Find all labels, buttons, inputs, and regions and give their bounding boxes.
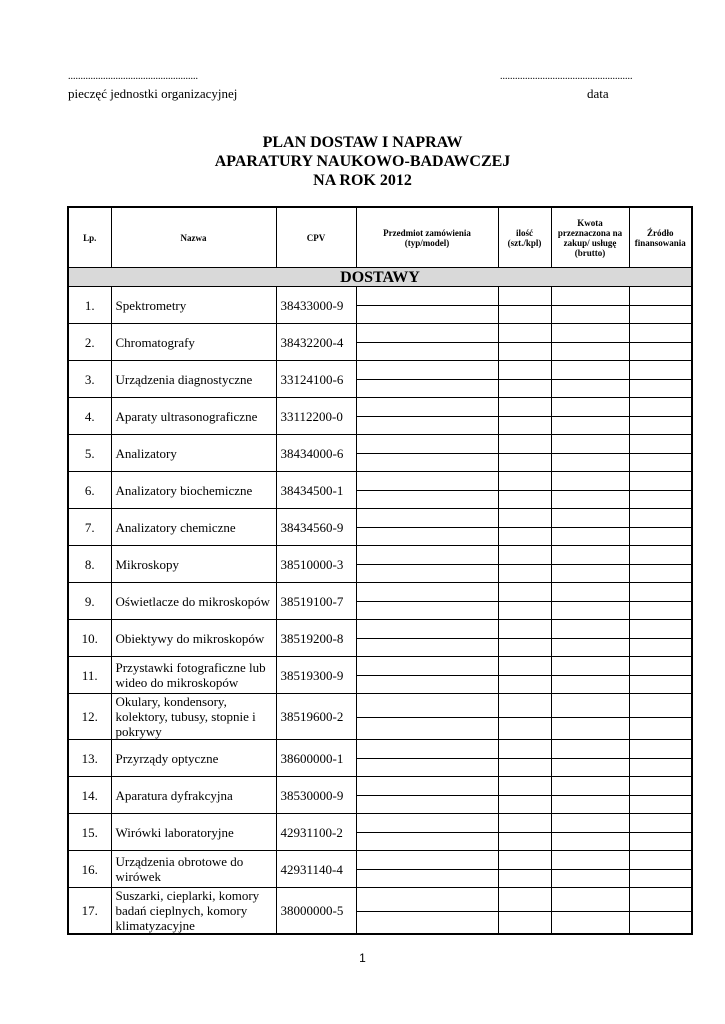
- row-divider-line: [499, 490, 551, 491]
- row-divider-line: [357, 601, 498, 602]
- row-divider-line: [630, 379, 692, 380]
- row-divider-line: [499, 869, 551, 870]
- row-zrodlo-field[interactable]: [629, 546, 692, 583]
- row-ilosc-field[interactable]: [498, 509, 551, 546]
- row-divider-line: [630, 490, 692, 491]
- row-nazwa: Analizatory biochemiczne: [111, 472, 276, 509]
- row-zrodlo-field[interactable]: [629, 657, 692, 694]
- table-row: [68, 583, 692, 620]
- row-divider-line: [499, 717, 551, 718]
- row-divider-line: [357, 638, 498, 639]
- row-przedmiot-field[interactable]: [356, 546, 498, 583]
- row-nazwa: Aparatura dyfrakcyjna: [111, 777, 276, 814]
- row-divider-line: [499, 795, 551, 796]
- section-row: [68, 268, 692, 287]
- row-ilosc-field[interactable]: [498, 814, 551, 851]
- col-header-ilosc: ilość (szt./kpl): [498, 207, 551, 268]
- col-header-zrodlo: Źródło finansowania: [629, 207, 692, 268]
- row-zrodlo-field[interactable]: [629, 324, 692, 361]
- row-divider-line: [630, 717, 692, 718]
- row-divider-line: [552, 416, 629, 417]
- row-przedmiot-field[interactable]: [356, 472, 498, 509]
- row-divider-line: [357, 758, 498, 759]
- row-kwota-field[interactable]: [551, 583, 629, 620]
- row-nazwa: Urządzenia diagnostyczne: [111, 361, 276, 398]
- row-divider-line: [499, 453, 551, 454]
- row-divider-line: [552, 795, 629, 796]
- stamp-dotted-line: ....................................................: [68, 71, 198, 82]
- row-przedmiot-field[interactable]: [356, 694, 498, 740]
- table-row: [68, 694, 692, 740]
- row-divider-line: [499, 601, 551, 602]
- row-lp: 16.: [68, 851, 111, 888]
- row-divider-line: [630, 675, 692, 676]
- row-kwota-field[interactable]: [551, 509, 629, 546]
- row-cpv: 38434560-9: [276, 509, 356, 546]
- row-zrodlo-field[interactable]: [629, 694, 692, 740]
- row-divider-line: [357, 675, 498, 676]
- row-kwota-field[interactable]: [551, 777, 629, 814]
- row-cpv: 42931140-4: [276, 851, 356, 888]
- row-cpv: 38434500-1: [276, 472, 356, 509]
- row-divider-line: [357, 416, 498, 417]
- plan-table: [67, 206, 693, 935]
- row-przedmiot-field[interactable]: [356, 740, 498, 777]
- table-row: [68, 851, 692, 888]
- row-divider-line: [357, 564, 498, 565]
- row-cpv: 38519100-7: [276, 583, 356, 620]
- row-zrodlo-field[interactable]: [629, 888, 692, 935]
- row-ilosc-field[interactable]: [498, 851, 551, 888]
- row-ilosc-field[interactable]: [498, 657, 551, 694]
- table-row: [68, 287, 692, 324]
- table-row: [68, 777, 692, 814]
- row-divider-line: [552, 342, 629, 343]
- row-ilosc-field[interactable]: [498, 361, 551, 398]
- row-divider-line: [499, 564, 551, 565]
- row-divider-line: [630, 527, 692, 528]
- row-nazwa: Obiektywy do mikroskopów: [111, 620, 276, 657]
- row-kwota-field[interactable]: [551, 851, 629, 888]
- row-ilosc-field[interactable]: [498, 777, 551, 814]
- row-kwota-field[interactable]: [551, 361, 629, 398]
- row-kwota-field[interactable]: [551, 472, 629, 509]
- row-divider-line: [357, 717, 498, 718]
- row-divider-line: [552, 911, 629, 912]
- row-kwota-field[interactable]: [551, 620, 629, 657]
- row-przedmiot-field[interactable]: [356, 435, 498, 472]
- document-title-line2: APARATURY NAUKOWO-BADAWCZEJ: [214, 153, 511, 170]
- row-nazwa: Przyrządy optyczne: [111, 740, 276, 777]
- row-divider-line: [552, 675, 629, 676]
- row-kwota-field[interactable]: [551, 657, 629, 694]
- row-lp: 3.: [68, 361, 111, 398]
- row-cpv: 38434000-6: [276, 435, 356, 472]
- table-row: [68, 740, 692, 777]
- table-header-row: [68, 207, 692, 268]
- row-divider-line: [499, 758, 551, 759]
- row-kwota-field[interactable]: [551, 398, 629, 435]
- row-divider-line: [499, 911, 551, 912]
- row-divider-line: [357, 453, 498, 454]
- row-cpv: 42931100-2: [276, 814, 356, 851]
- row-divider-line: [630, 832, 692, 833]
- row-zrodlo-field[interactable]: [629, 287, 692, 324]
- row-zrodlo-field[interactable]: [629, 814, 692, 851]
- row-nazwa: Przystawki fotograficzne lub wideo do mikroskopów: [111, 657, 276, 694]
- row-zrodlo-field[interactable]: [629, 851, 692, 888]
- row-przedmiot-field[interactable]: [356, 814, 498, 851]
- row-przedmiot-field[interactable]: [356, 851, 498, 888]
- row-divider-line: [499, 832, 551, 833]
- row-cpv: 33112200-0: [276, 398, 356, 435]
- row-divider-line: [630, 869, 692, 870]
- table-row: [68, 435, 692, 472]
- row-divider-line: [552, 564, 629, 565]
- row-divider-line: [357, 527, 498, 528]
- col-header-przedmiot: Przedmiot zamówienia (typ/model): [356, 207, 498, 268]
- row-nazwa: Urządzenia obrotowe do wirówek: [111, 851, 276, 888]
- row-divider-line: [630, 453, 692, 454]
- row-lp: 11.: [68, 657, 111, 694]
- row-zrodlo-field[interactable]: [629, 361, 692, 398]
- row-divider-line: [552, 638, 629, 639]
- row-lp: 9.: [68, 583, 111, 620]
- date-dotted-line: .....................................................: [500, 71, 633, 82]
- row-lp: 2.: [68, 324, 111, 361]
- row-divider-line: [357, 911, 498, 912]
- row-kwota-field[interactable]: [551, 287, 629, 324]
- row-divider-line: [552, 601, 629, 602]
- row-nazwa: Oświetlacze do mikroskopów: [111, 583, 276, 620]
- row-cpv: 33124100-6: [276, 361, 356, 398]
- row-lp: 12.: [68, 694, 111, 740]
- row-cpv: 38519600-2: [276, 694, 356, 740]
- table-row: [68, 324, 692, 361]
- row-zrodlo-field[interactable]: [629, 472, 692, 509]
- row-lp: 4.: [68, 398, 111, 435]
- row-kwota-field[interactable]: [551, 324, 629, 361]
- col-header-kwota: Kwota przeznaczona na zakup/ usługę (brutto): [551, 207, 629, 268]
- row-przedmiot-field[interactable]: [356, 657, 498, 694]
- row-zrodlo-field[interactable]: [629, 398, 692, 435]
- row-ilosc-field[interactable]: [498, 324, 551, 361]
- row-kwota-field[interactable]: [551, 888, 629, 935]
- row-przedmiot-field[interactable]: [356, 324, 498, 361]
- row-przedmiot-field[interactable]: [356, 287, 498, 324]
- row-divider-line: [552, 758, 629, 759]
- row-cpv: 38519300-9: [276, 657, 356, 694]
- row-nazwa: Wirówki laboratoryjne: [111, 814, 276, 851]
- row-cpv: 38530000-9: [276, 777, 356, 814]
- row-divider-line: [357, 379, 498, 380]
- row-kwota-field[interactable]: [551, 694, 629, 740]
- row-divider-line: [357, 490, 498, 491]
- row-nazwa: Aparaty ultrasonograficzne: [111, 398, 276, 435]
- row-przedmiot-field[interactable]: [356, 888, 498, 935]
- row-lp: 10.: [68, 620, 111, 657]
- row-lp: 14.: [68, 777, 111, 814]
- date-label: data: [587, 86, 609, 101]
- row-nazwa: Okulary, kondensory, kolektory, tubusy, stopnie i pokrywy: [111, 694, 276, 740]
- row-divider-line: [552, 717, 629, 718]
- stamp-label: pieczęć jednostki organizacyjnej: [68, 86, 238, 101]
- row-lp: 17.: [68, 888, 111, 935]
- row-zrodlo-field[interactable]: [629, 620, 692, 657]
- row-przedmiot-field[interactable]: [356, 509, 498, 546]
- table-row: [68, 398, 692, 435]
- row-cpv: 38432200-4: [276, 324, 356, 361]
- row-divider-line: [499, 342, 551, 343]
- row-lp: 1.: [68, 287, 111, 324]
- row-nazwa: Chromatografy: [111, 324, 276, 361]
- row-kwota-field[interactable]: [551, 435, 629, 472]
- row-ilosc-field[interactable]: [498, 583, 551, 620]
- row-lp: 15.: [68, 814, 111, 851]
- row-lp: 6.: [68, 472, 111, 509]
- table-row: [68, 472, 692, 509]
- document-title-line3: NA ROK 2012: [313, 172, 412, 189]
- row-divider-line: [630, 758, 692, 759]
- row-zrodlo-field[interactable]: [629, 740, 692, 777]
- row-divider-line: [357, 832, 498, 833]
- row-divider-line: [499, 305, 551, 306]
- row-kwota-field[interactable]: [551, 546, 629, 583]
- row-ilosc-field[interactable]: [498, 546, 551, 583]
- row-nazwa: Analizatory: [111, 435, 276, 472]
- row-przedmiot-field[interactable]: [356, 398, 498, 435]
- row-divider-line: [499, 675, 551, 676]
- row-ilosc-field[interactable]: [498, 740, 551, 777]
- table-row: [68, 546, 692, 583]
- row-ilosc-field[interactable]: [498, 620, 551, 657]
- row-divider-line: [630, 564, 692, 565]
- row-kwota-field[interactable]: [551, 740, 629, 777]
- row-divider-line: [552, 453, 629, 454]
- row-divider-line: [630, 342, 692, 343]
- row-nazwa: Spektrometry: [111, 287, 276, 324]
- row-cpv: 38519200-8: [276, 620, 356, 657]
- row-divider-line: [552, 490, 629, 491]
- table-row: [68, 361, 692, 398]
- row-divider-line: [499, 416, 551, 417]
- row-divider-line: [630, 305, 692, 306]
- col-header-cpv: CPV: [276, 207, 356, 268]
- row-cpv: 38433000-9: [276, 287, 356, 324]
- row-divider-line: [552, 379, 629, 380]
- table-row: [68, 814, 692, 851]
- row-divider-line: [630, 638, 692, 639]
- row-divider-line: [499, 527, 551, 528]
- row-divider-line: [357, 305, 498, 306]
- row-lp: 8.: [68, 546, 111, 583]
- page-number: 1: [359, 951, 366, 965]
- row-divider-line: [552, 832, 629, 833]
- row-divider-line: [499, 638, 551, 639]
- row-cpv: 38600000-1: [276, 740, 356, 777]
- table-row: [68, 657, 692, 694]
- row-divider-line: [357, 795, 498, 796]
- table-row: [68, 888, 692, 935]
- row-cpv: 38510000-3: [276, 546, 356, 583]
- row-divider-line: [630, 601, 692, 602]
- row-ilosc-field[interactable]: [498, 398, 551, 435]
- row-lp: 13.: [68, 740, 111, 777]
- col-header-nazwa: Nazwa: [111, 207, 276, 268]
- table-row: [68, 509, 692, 546]
- row-divider-line: [630, 795, 692, 796]
- document-title-line1: PLAN DOSTAW I NAPRAW: [262, 134, 463, 151]
- row-zrodlo-field[interactable]: [629, 435, 692, 472]
- row-divider-line: [357, 342, 498, 343]
- row-zrodlo-field[interactable]: [629, 509, 692, 546]
- row-ilosc-field[interactable]: [498, 435, 551, 472]
- row-divider-line: [357, 869, 498, 870]
- row-nazwa: Mikroskopy: [111, 546, 276, 583]
- row-lp: 7.: [68, 509, 111, 546]
- row-przedmiot-field[interactable]: [356, 620, 498, 657]
- row-przedmiot-field[interactable]: [356, 583, 498, 620]
- row-cpv: 38000000-5: [276, 888, 356, 935]
- row-nazwa: Analizatory chemiczne: [111, 509, 276, 546]
- row-divider-line: [552, 527, 629, 528]
- row-divider-line: [552, 305, 629, 306]
- row-przedmiot-field[interactable]: [356, 777, 498, 814]
- table-row: [68, 620, 692, 657]
- row-divider-line: [552, 869, 629, 870]
- row-zrodlo-field[interactable]: [629, 583, 692, 620]
- row-ilosc-field[interactable]: [498, 287, 551, 324]
- col-header-lp: Lp.: [68, 207, 111, 268]
- row-divider-line: [630, 416, 692, 417]
- row-divider-line: [630, 911, 692, 912]
- row-zrodlo-field[interactable]: [629, 777, 692, 814]
- row-nazwa: Suszarki, cieplarki, komory badań cieplnych, komory klimatyzacyjne: [111, 888, 276, 935]
- row-ilosc-field[interactable]: [498, 888, 551, 935]
- row-ilosc-field[interactable]: [498, 694, 551, 740]
- row-lp: 5.: [68, 435, 111, 472]
- row-przedmiot-field[interactable]: [356, 361, 498, 398]
- row-ilosc-field[interactable]: [498, 472, 551, 509]
- section-label: DOSTAWY: [68, 268, 692, 287]
- row-kwota-field[interactable]: [551, 814, 629, 851]
- row-divider-line: [499, 379, 551, 380]
